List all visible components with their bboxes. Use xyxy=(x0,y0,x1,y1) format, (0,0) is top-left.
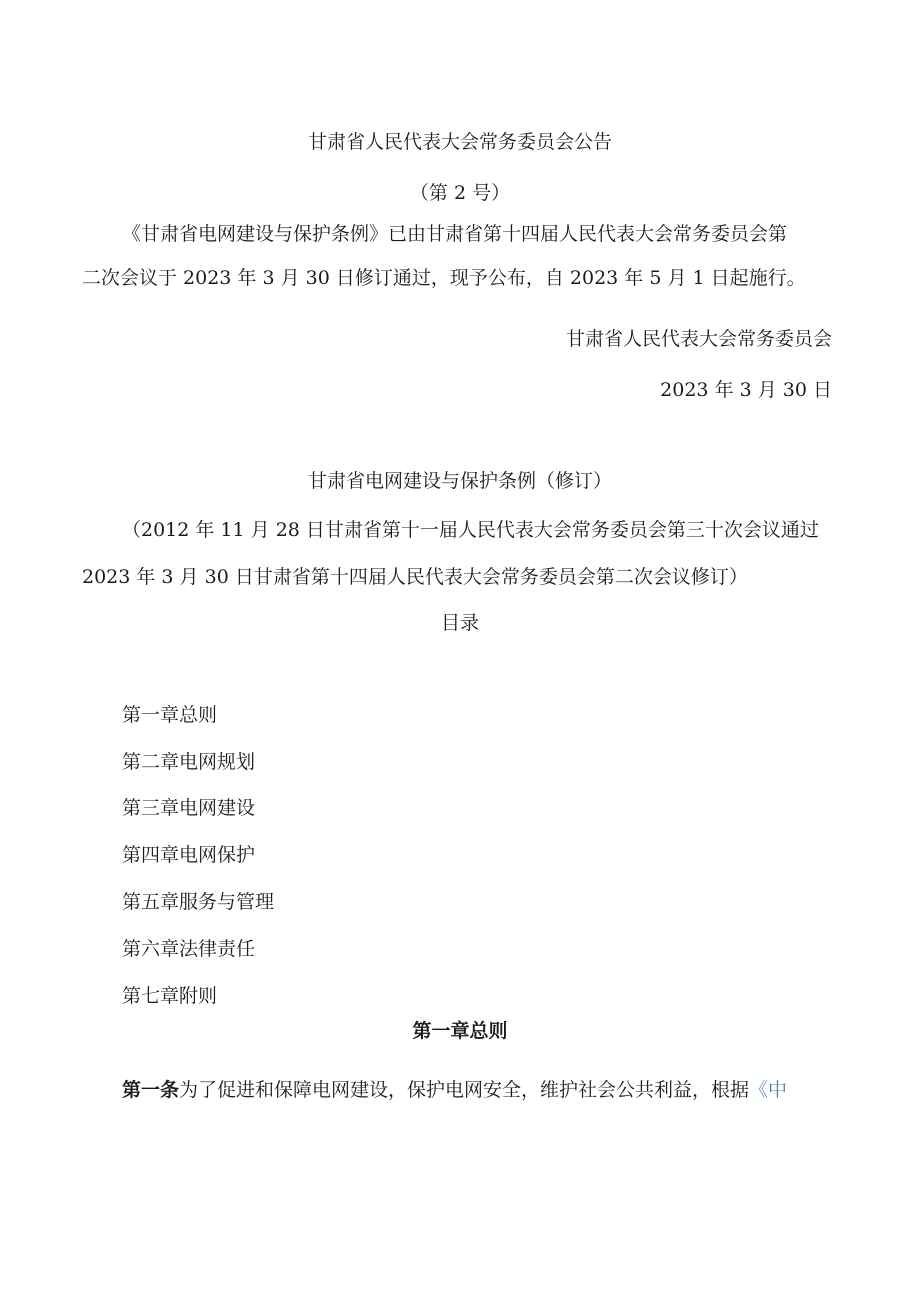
regulation-history-line-1: （2012 年 11 月 28 日甘肃省第十一届人民代表大会常务委员会第三十次会议通过 xyxy=(122,519,819,541)
toc-item: 第五章服务与管理 xyxy=(122,891,275,913)
toc-item: 第七章附则 xyxy=(122,985,218,1007)
regulation-history-line-2: 2023 年 3 月 30 日甘肃省第十四届人民代表大会常务委员会第二次会议修订） xyxy=(82,566,748,588)
toc-item: 第二章电网规划 xyxy=(122,751,256,773)
notice-date: 2023 年 3 月 30 日 xyxy=(660,379,832,401)
toc-item: 第三章电网建设 xyxy=(122,797,256,819)
regulation-title: 甘肃省电网建设与保护条例（修订） xyxy=(307,470,612,492)
notice-paragraph-line-1: 《甘肃省电网建设与保护条例》已由甘肃省第十四届人民代表大会常务委员会第 xyxy=(122,223,788,245)
toc-item: 第六章法律责任 xyxy=(122,938,256,960)
notice-title: 甘肃省人民代表大会常务委员会公告 xyxy=(307,131,612,153)
toc-item: 第四章电网保护 xyxy=(122,844,256,866)
toc-item: 第一章总则 xyxy=(122,704,218,726)
notice-paragraph-line-2: 二次会议于 2023 年 3 月 30 日修订通过，现予公布，自 2023 年 5 月 1 日起施行。 xyxy=(82,267,806,289)
article-1 xyxy=(122,1078,787,1102)
law-reference-link[interactable]: 《中 xyxy=(749,1079,788,1101)
notice-signature: 甘肃省人民代表大会常务委员会 xyxy=(565,328,832,350)
article-1-text: 为了促进和保障电网建设，保护电网安全，维护社会公共利益，根据 xyxy=(179,1079,750,1101)
notice-number: （第 2 号） xyxy=(409,182,511,204)
toc-heading: 目录 xyxy=(440,612,479,634)
article-1-label: 第一条 xyxy=(122,1079,180,1101)
chapter-1-heading: 第一章总则 xyxy=(412,1020,508,1042)
